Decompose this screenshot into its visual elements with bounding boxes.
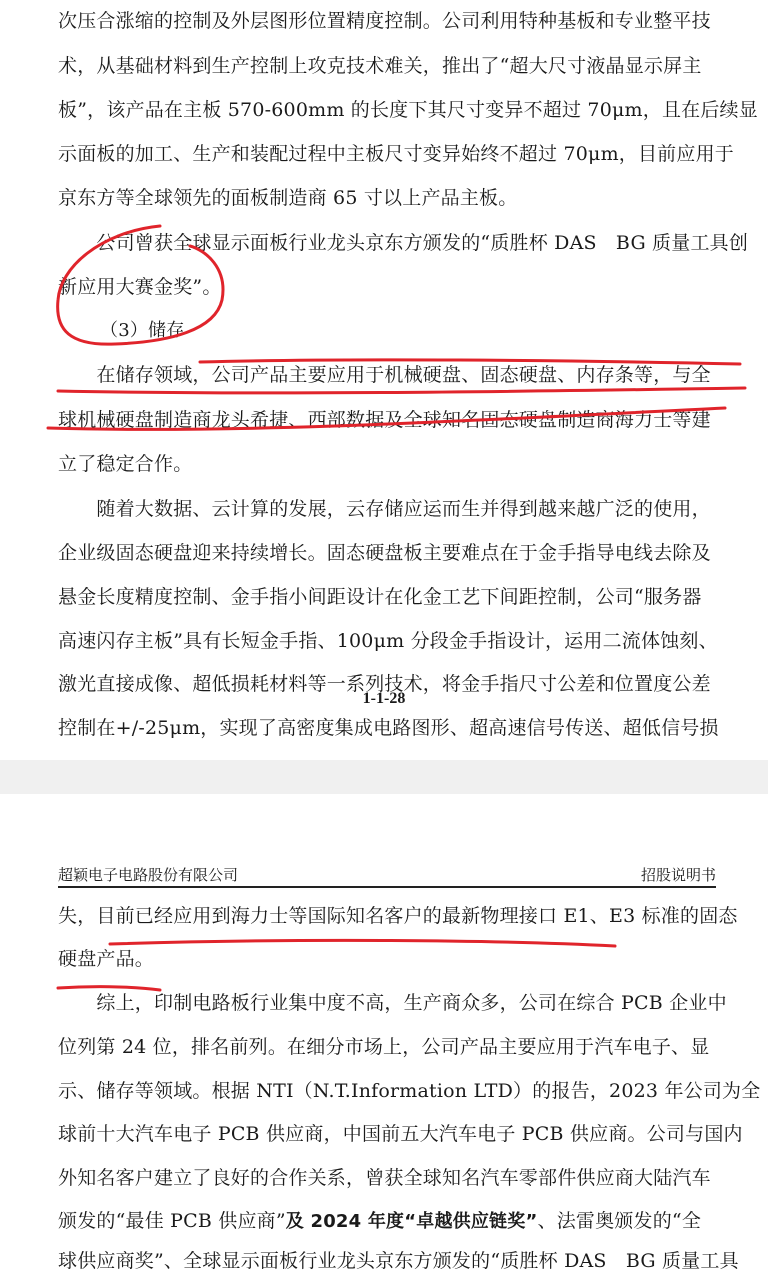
section-heading: （3）储存 [100,320,185,341]
text-span: 、法雷奥颁发的“全 [537,1210,702,1232]
text-line: 综上，印制电路板行业集中度不高，生产商众多，公司在综合 PCB 企业中 [58,992,727,1014]
page-separator [0,760,768,794]
text-line: 球前十大汽车电子 PCB 供应商，中国前五大汽车电子 PCB 供应商。公司与国内 [58,1123,743,1145]
text-line: 示、储存等领域。根据 NTI（N.T.Information LTD）的报告，2023 年公司为全 [58,1080,761,1102]
text-line: 次压合涨缩的控制及外层图形位置精度控制。公司利用特种基板和专业整平技 [58,10,711,32]
text-line: 球供应商奖”、全球显示面板行业龙头京东方颁发的“质胜杯 DAS BG 质量工具 [58,1250,739,1272]
text-line: 在储存领域，公司产品主要应用于机械硬盘、固态硬盘、内存条等，与全 [58,364,711,386]
text-line: 失，目前已经应用到海力士等国际知名客户的最新物理接口 E1、E3 标准的固态 [58,905,738,927]
text-line: 公司曾获全球显示面板行业龙头京东方颁发的“质胜杯 DAS BG 质量工具创 [58,232,749,254]
text-line: 立了稳定合作。 [58,453,193,475]
text-line: 高速闪存主板”具有长短金手指、100μm 分段金手指设计，运用二流体蚀刻、 [58,630,718,652]
page-number: 1-1-28 [362,690,406,707]
company-name: 超颖电子电路股份有限公司 [58,866,239,884]
bold-text-span: 及 2024 年度“卓越供应链奖” [285,1211,538,1232]
text-line: 新应用大赛金奖”。 [58,276,222,298]
text-line: 京东方等全球领先的面板制造商 65 寸以上产品主板。 [58,187,518,209]
text-line: 随着大数据、云计算的发展，云存储应运而生并得到越来越广泛的使用， [58,498,711,520]
text-line: 控制在+/-25μm，实现了高密度集成电路图形、超高速信号传送、超低信号损 [58,717,719,739]
text-line: 球机械硬盘制造商龙头希捷、西部数据及全球知名固态硬盘制造商海力士等建 [58,409,711,431]
text-line: 板”，该产品在主板 570-600mm 的长度下其尺寸变异不超过 70μm，且在后续显 [58,99,758,121]
document-header [58,864,716,888]
text-line: 硬盘产品。 [58,948,155,970]
text-line: 悬金长度精度控制、金手指小间距设计在化金工艺下间距控制，公司“服务器 [58,586,702,608]
text-span: 颁发的“最佳 PCB 供应商” [58,1210,286,1232]
text-line [58,1210,718,1233]
document-type: 招股说明书 [640,866,716,884]
text-line: 外知名客户建立了良好的合作关系，曾获全球知名汽车零部件供应商大陆汽车 [58,1167,711,1189]
text-line: 术，从基础材料到生产控制上攻克技术难关，推出了“超大尺寸液晶显示屏主 [58,55,702,77]
text-line: 激光直接成像、超低损耗材料等一系列技术，将金手指尺寸公差和位置度公差 [58,673,711,695]
text-line: 企业级固态硬盘迎来持续增长。固态硬盘板主要难点在于金手指导电线去除及 [58,542,711,564]
text-line: 示面板的加工、生产和装配过程中主板尺寸变异始终不超过 70μm，目前应用于 [58,143,734,165]
text-line: 位列第 24 位，排名前列。在细分市场上，公司产品主要应用于汽车电子、显 [58,1036,710,1058]
